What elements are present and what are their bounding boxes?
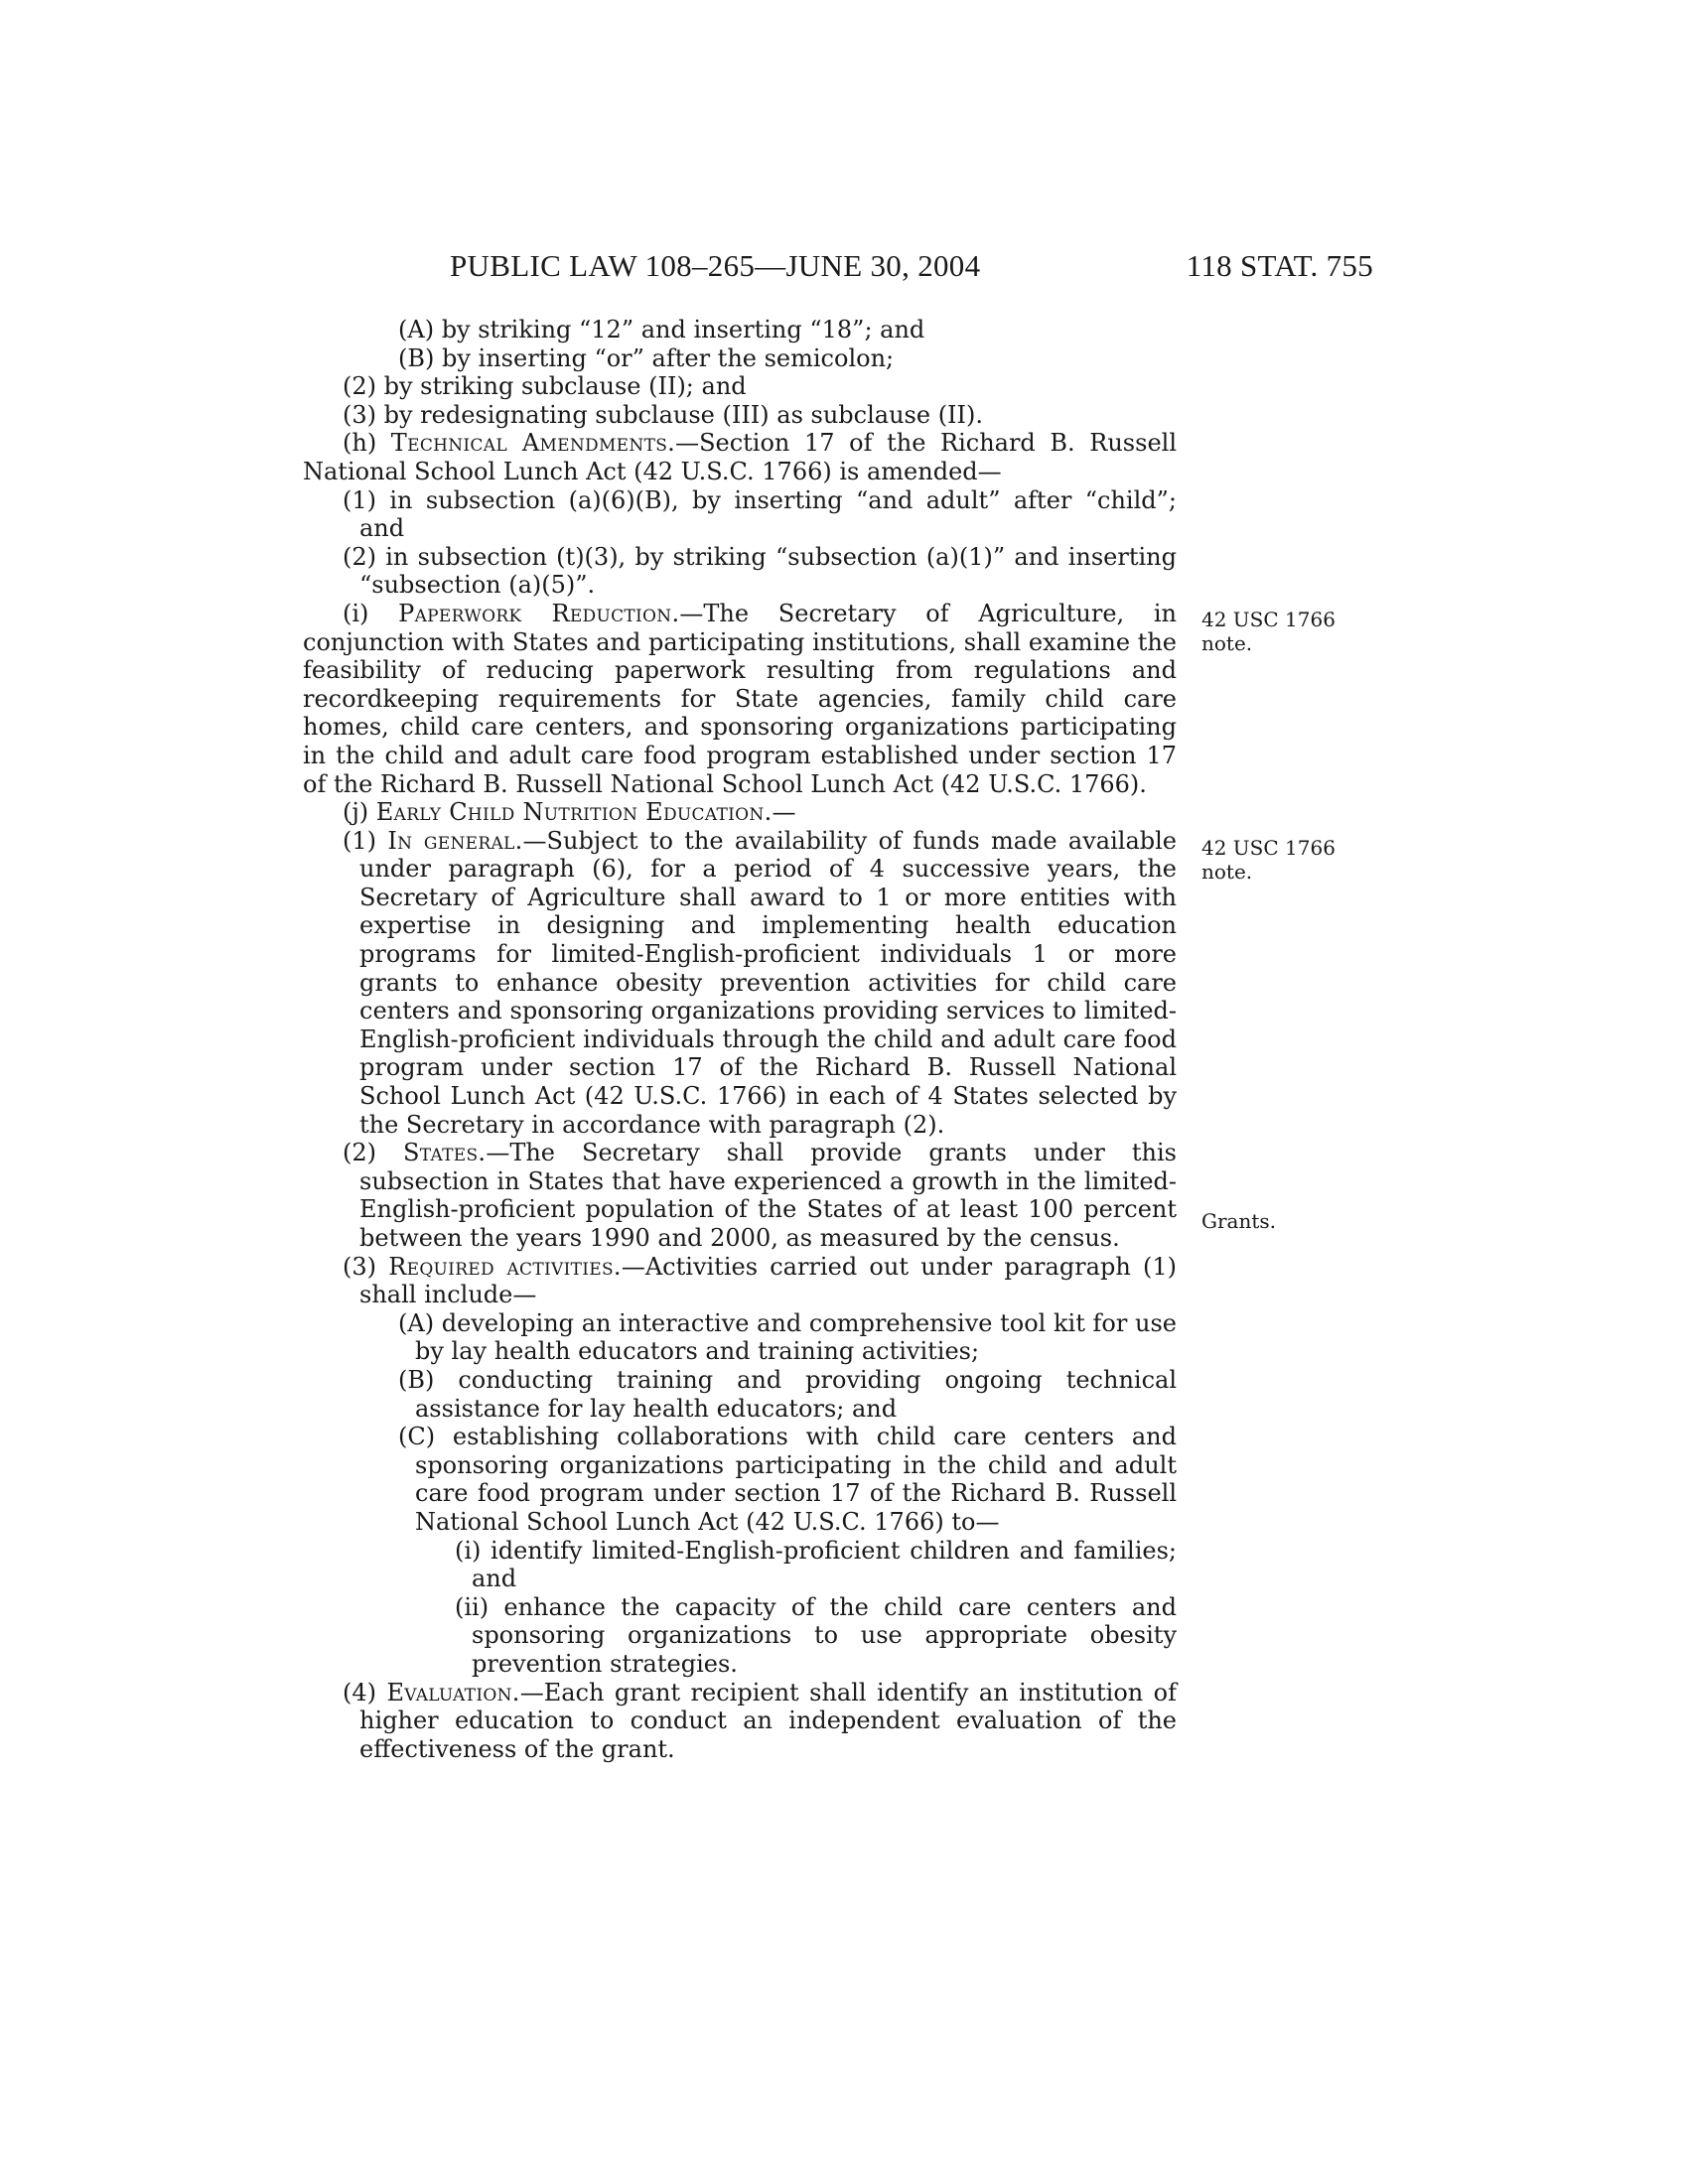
paragraph-j1-heading: In general. [387, 826, 523, 855]
paragraph-j4-text: —Each grant recipient shall identify an institution of higher education to conduct an independent evaluation of the effectiveness of the grant. [359, 1678, 1178, 1763]
paragraph-j3-a: (A) developing an interactive and comprehensive tool kit for use by lay health educators and training activities; [398, 1308, 1177, 1366]
subsection-i-text: —The Secretary of Agriculture, in conjunction with States and participating institutions, shall examine the feasibility of reducing paperwork resulting from regulations and recordkeeping requirements for State agencies, family child care homes, child care centers, and sponsoring organizations participating in the child and adult care food program established under section 17 of the Richard B. Russell National School Lunch Act (42 U.S.C. 1766). [303, 599, 1177, 798]
margin-note-usc-1 [1201, 608, 1340, 655]
paragraph-j1-text: —Subject to the availability of funds made available under paragraph (6), for a period of 4 successive years, the Secretary of Agriculture shall award to 1 or more entities with expertise in designing and implementing health education programs for limited-English-proficient individuals 1 or more grants to enhance obesity prevention activities for child care centers and sponsoring organizations providing services to limited-English-proficient individuals through the child and adult care food program under section 17 of the Richard B. Russell National School Lunch Act (42 U.S.C. 1766) in each of 4 States selected by the Secretary in accordance with paragraph (2). [359, 826, 1178, 1139]
paragraph-j4-label: (4) [343, 1678, 387, 1706]
paragraph-j3-b: (B) conducting training and providing ongoing technical assistance for lay health educators; and [398, 1365, 1177, 1423]
document-body [303, 316, 1177, 1763]
paragraph-j3-text: —Activities carried out under paragraph (1) shall include— [359, 1252, 1178, 1309]
margin-note-usc-1-note: note. [1201, 631, 1253, 655]
statute-page-number: 118 STAT. 755 [1186, 248, 1373, 283]
paragraph-j1-label: (1) [343, 826, 388, 855]
paragraph-j2-text: —The Secretary shall provide grants under this subsection in States that have experienced a growth in the limited-English-proficient population of the States of at least 100 percent between the years 1990 and 2000, as measured by the census. [359, 1139, 1177, 1252]
paragraph-j4 [303, 1679, 1177, 1764]
margin-note-grants-text: Grants. [1201, 1209, 1276, 1233]
paragraph-j3-c: (C) establishing collaborations with child care centers and sponsoring organizations participating in the child and adult care food program under section 17 of the Richard B. Russell National School Lunch Act (42 U.S.C. 1766) to— [398, 1423, 1177, 1536]
paragraph-j2-heading: States. [403, 1139, 487, 1167]
subsection-i-heading: Paperwork Reduction. [398, 599, 680, 627]
subsection-h-text: —Section 17 of the Richard B. Russell National School Lunch Act (42 U.S.C. 1766) is amended— [303, 429, 1177, 485]
item-3-redesignate: (3) by redesignating subclause (III) as subclause (II). [343, 400, 984, 429]
paragraph-j3-label: (3) [343, 1252, 389, 1281]
subsection-j [303, 798, 1177, 827]
paragraph-j2 [303, 1139, 1177, 1252]
margin-note-grants [1201, 1209, 1340, 1233]
margin-note-usc-2 [1201, 836, 1340, 884]
subsection-h-heading: Technical Amendments. [390, 429, 676, 458]
paragraph-j3-c-i: (i) identify limited-English-proficient children and families; and [455, 1536, 1177, 1593]
paragraph-j1 [303, 827, 1177, 1140]
subsection-h-label: (h) [343, 429, 391, 458]
paragraph-j2-label: (2) [343, 1139, 404, 1167]
paragraph-j3-heading: Required activities. [388, 1252, 622, 1281]
subsection-h [303, 429, 1177, 485]
paragraph-j3-c-ii: (ii) enhance the capacity of the child care centers and sponsoring organizations to use appropriate obesity prevention strategies. [455, 1592, 1177, 1678]
subsection-h-item-1: (1) in subsection (a)(6)(B), by inserting “and adult” after “child”; and [343, 485, 1177, 543]
subsection-i-label: (i) [343, 599, 399, 627]
subsection-j-label: (j) [343, 798, 376, 827]
paragraph-j4-heading: Evaluation. [386, 1678, 520, 1706]
margin-note-usc-2-note: note. [1201, 860, 1253, 884]
paragraph-j3 [303, 1253, 1177, 1309]
subsection-i [303, 600, 1177, 798]
page-header [450, 248, 1373, 288]
law-title: PUBLIC LAW 108–265—JUNE 30, 2004 [450, 248, 981, 283]
subsection-h-item-2: (2) in subsection (t)(3), by striking “subsection (a)(1)” and inserting “subsection (a)(5)”. [343, 542, 1177, 600]
item-2-strike: (2) by striking subclause (II); and [343, 372, 747, 401]
clause-a: (A) by striking “12” and inserting “18”; and [398, 316, 925, 343]
margin-note-usc-2-citation: 42 USC 1766 [1201, 836, 1336, 860]
clause-b: (B) by inserting “or” after the semicolon; [398, 343, 895, 372]
subsection-j-text: — [772, 798, 796, 827]
margin-note-usc-1-citation: 42 USC 1766 [1201, 608, 1336, 631]
subsection-j-heading: Early Child Nutrition Education. [375, 798, 773, 827]
